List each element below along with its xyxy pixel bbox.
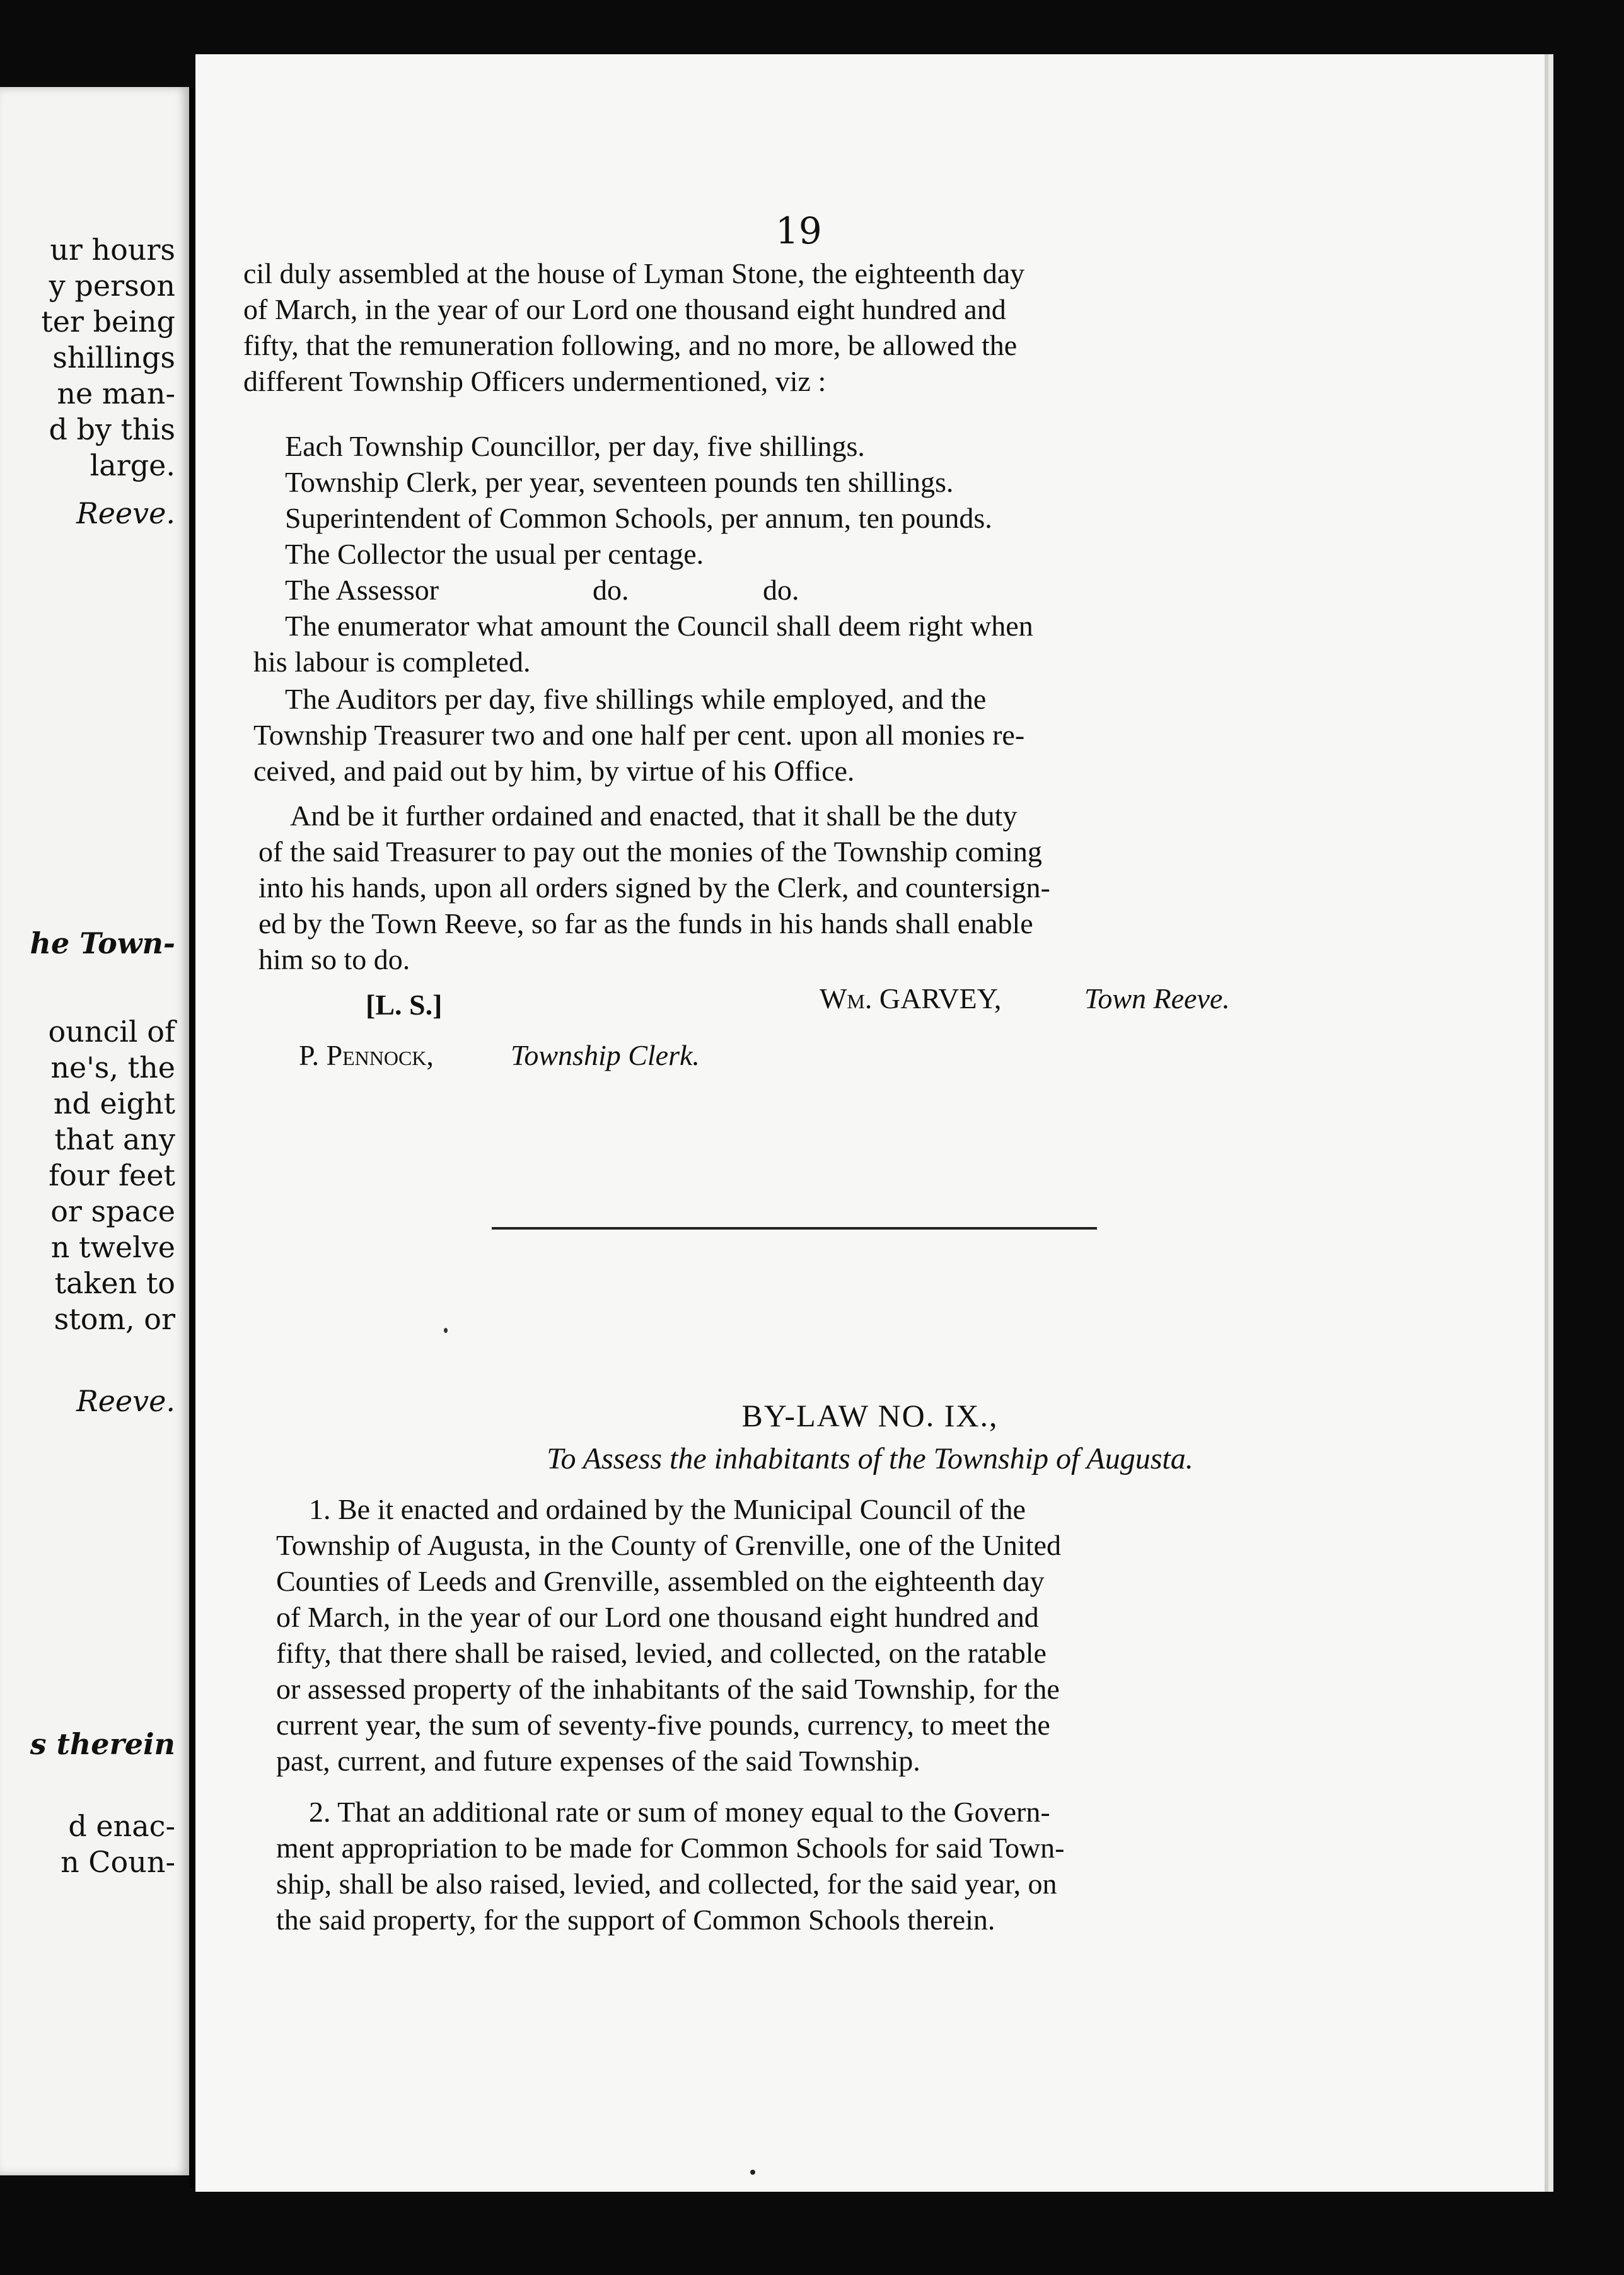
text-line: fifty, that the remuneration following, and no more, be allowed the [243, 329, 1018, 361]
left-page-line: ne's, the [50, 1050, 175, 1085]
text-line: ship, shall be also raised, levied, and collected, for the said year, on [276, 1868, 1057, 1900]
left-page-line: n twelve [50, 1230, 175, 1264]
left-page-line: large. [90, 448, 175, 482]
left-page-line: ne man- [57, 376, 175, 410]
left-page-line: n Coun- [61, 1845, 175, 1879]
remuneration-item: The Auditors per day, five shillings while employed, and the [285, 683, 987, 715]
text-line: his labour is completed. [253, 646, 531, 678]
left-page-line: ouncil of [48, 1015, 175, 1049]
left-page-line: or space [50, 1194, 175, 1228]
left-page-line: that any [54, 1122, 175, 1156]
text-line: him so to do. [258, 943, 410, 975]
remuneration-item: Township Clerk, per year, seventeen pounds ten shillings. [285, 466, 954, 498]
ink-speck [750, 2170, 755, 2175]
text-line: Township Treasurer two and one half per cent. upon all monies re- [253, 719, 1025, 751]
text-line: Counties of Leeds and Grenville, assembled on the eighteenth day [276, 1565, 1045, 1597]
text-line: current year, the sum of seventy-five pounds, currency, to meet the [276, 1709, 1050, 1741]
text-line: past, current, and future expenses of the said Township. [276, 1745, 920, 1777]
left-page-line: Reeve. [76, 1384, 175, 1418]
seal-mark: [L. S.] [366, 989, 443, 1021]
left-page-line: ter being [41, 305, 175, 339]
assessor-ditto: do. [593, 574, 629, 606]
text-line: fifty, that there shall be raised, levied, and collected, on the ratable [276, 1637, 1047, 1669]
left-page-line: ur hours [50, 233, 175, 267]
remuneration-item: Superintendent of Common Schools, per annum, ten pounds. [285, 502, 992, 534]
text-line: into his hands, upon all orders signed by the Clerk, and countersign- [258, 871, 1050, 904]
left-page-line: he Town- [30, 926, 175, 960]
text-line: of March, in the year of our Lord one thousand eight hundred and [243, 293, 1006, 325]
clerk-name: P. Pennock, [299, 1039, 434, 1071]
text-line: the said property, for the support of Common Schools therein. [276, 1904, 995, 1936]
text-line: or assessed property of the inhabitants of the said Township, for the [276, 1673, 1060, 1705]
left-page-line: Reeve. [76, 496, 175, 530]
left-page-line: taken to [54, 1266, 175, 1300]
remuneration-item: Each Township Councillor, per day, five shillings. [285, 430, 865, 462]
text-line: ceived, and paid out by him, by virtue of his Office. [253, 755, 855, 787]
text-line: cil duly assembled at the house of Lyman Stone, the eighteenth day [243, 257, 1025, 289]
left-page-line: nd eight [53, 1086, 175, 1120]
text-line: ed by the Town Reeve, so far as the funds in his hands shall enable [258, 907, 1033, 940]
main-page [195, 54, 1545, 2192]
section-divider [492, 1227, 1097, 1230]
left-page-fragment [0, 87, 189, 2175]
text-line: of March, in the year of our Lord one thousand eight hundred and [276, 1601, 1039, 1633]
reeve-name: Wm. GARVEY, [820, 982, 1002, 1015]
bylaw-heading: BY-LAW NO. IX., [741, 1398, 999, 1433]
text-line: 1. Be it enacted and ordained by the Municipal Council of the [309, 1493, 1026, 1525]
clerk-title: Township Clerk. [511, 1039, 700, 1071]
left-page-line: shillings [52, 340, 175, 375]
text-line: Township of Augusta, in the County of Grenville, one of the United [276, 1529, 1061, 1561]
text-line: 2. That an additional rate or sum of money equal to the Govern- [309, 1796, 1050, 1828]
remuneration-item: The Collector the usual per centage. [285, 538, 704, 570]
text-line: different Township Officers undermentioned, viz : [243, 365, 826, 397]
left-page-line: four feet [49, 1158, 175, 1192]
text-line: And be it further ordained and enacted, that it shall be the duty [290, 800, 1018, 832]
remuneration-item: The enumerator what amount the Council shall deem right when [285, 610, 1033, 642]
left-page-line: d enac- [68, 1809, 175, 1843]
left-page-line: d by this [49, 412, 175, 446]
reeve-title: Town Reeve. [1084, 982, 1230, 1015]
assessor-label: The Assessor [285, 574, 439, 606]
page-number: 19 [775, 209, 822, 252]
bylaw-subheading: To Assess the inhabitants of the Township of Augusta. [547, 1442, 1193, 1475]
left-page-line: s therein [30, 1727, 175, 1761]
text-line: of the said Treasurer to pay out the monies of the Township coming [258, 835, 1042, 868]
left-page-line: y person [49, 269, 175, 303]
left-page-line: stom, or [54, 1302, 175, 1336]
assessor-ditto: do. [763, 574, 799, 606]
ink-speck [444, 1328, 448, 1333]
text-line: ment appropriation to be made for Common Schools for said Town- [276, 1832, 1065, 1864]
